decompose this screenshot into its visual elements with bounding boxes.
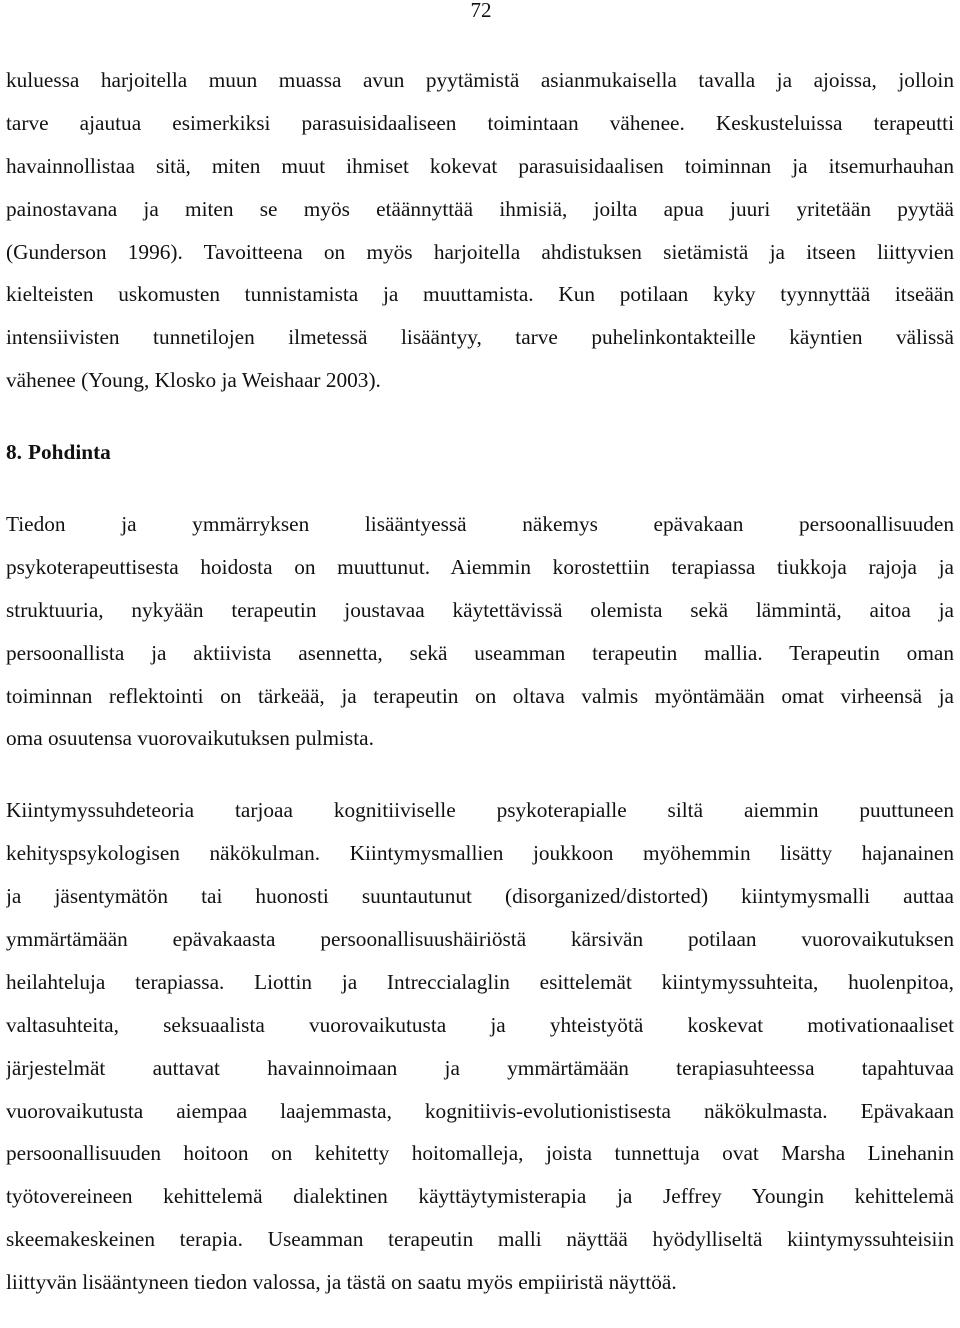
document-body <box>6 59 954 1304</box>
paragraph-1 <box>6 59 954 402</box>
text-line: struktuuria, nykyään terapeutin joustavaa käytettävissä olemista sekä lämmintä, aitoa ja <box>6 597 954 622</box>
section-heading <box>6 431 954 474</box>
text-line: painostavana ja miten se myös etäännyttää ihmisiä, joilta apua juuri yritetään pyytää <box>6 196 954 221</box>
text-line: ja jäsentymätön tai huonosti suuntautunut (disorganized/distorted) kiintymysmalli auttaa <box>6 884 954 909</box>
text-line: kuluessa harjoitella muun muassa avun pyytämistä asianmukaisella tavalla ja ajoissa, jolloin <box>6 68 954 92</box>
text-line: ymmärtämään epävakaasta persoonallisuushäiriöstä kärsivän potilaan vuorovaikutuksen <box>6 927 954 952</box>
text-line: valtasuhteita, seksuaalista vuorovaikutusta ja yhteistyötä koskevat motivationaaliset <box>6 1012 954 1037</box>
text-line: skeemakeskeinen terapia. Useamman terapeutin malli näyttää hyödylliseltä kiintymyssuhteisiin <box>6 1227 954 1252</box>
text-line: liittyvän lisääntyneen tiedon valossa, ja tästä on saatu myös empiiristä näyttöä. <box>6 1270 677 1295</box>
text-line: toiminnan reflektointi on tärkeää, ja terapeutin on oltava valmis myöntämään omat virheensä ja <box>6 683 954 708</box>
text-line: intensiivisten tunnetilojen ilmetessä lisääntyy, tarve puhelinkontakteille käyntien välissä <box>6 325 954 350</box>
text-line: (Gunderson 1996). Tavoitteena on myös harjoitella ahdistuksen sietämistä ja itseen liittyvien <box>6 239 954 264</box>
paragraph-3 <box>6 789 954 1304</box>
page-number: 72 <box>470 0 492 22</box>
text-line: tarve ajautua esimerkiksi parasuisidaaliseen toimintaan vähenee. Keskusteluissa terapeutti <box>6 110 954 135</box>
text-line: oma osuutensa vuorovaikutuksen pulmista. <box>6 726 374 751</box>
text-line: vähenee (Young, Klosko ja Weishaar 2003). <box>6 368 381 393</box>
text-line: heilahteluja terapiassa. Liottin ja Intreccialaglin esittelemät kiintymyssuhteita, huolenpitoa, <box>6 969 954 994</box>
text-line: Kiintymyssuhdeteoria tarjoaa kognitiiviselle psykoterapialle siltä aiemmin puuttuneen <box>6 798 954 823</box>
text-line: psykoterapeuttisesta hoidosta on muuttunut. Aiemmin korostettiin terapiassa tiukkoja rajoja ja <box>6 554 954 579</box>
text-line: työtovereineen kehittelemä dialektinen käyttäytymisterapia ja Jeffrey Youngin kehittelemä <box>6 1184 954 1209</box>
text-line: vuorovaikutusta aiempaa laajemmasta, kognitiivis-evolutionistisesta näkökulmasta. Epävakaan <box>6 1098 954 1123</box>
text-line: havainnollistaa sitä, miten muut ihmiset kokevat parasuisidaalisen toiminnan ja itsemurhauhan <box>6 153 954 178</box>
section-number: 8. <box>6 440 22 465</box>
section-title: Pohdinta <box>27 440 111 465</box>
text-line: persoonallista ja aktiivista asennetta, sekä useamman terapeutin mallia. Terapeutin oman <box>6 640 954 665</box>
text-line: kielteisten uskomusten tunnistamista ja muuttamista. Kun potilaan kyky tyynnyttää itseään <box>6 282 954 307</box>
paragraph-2 <box>6 503 954 760</box>
text-line: järjestelmät auttavat havainnoimaan ja ymmärtämään terapiasuhteessa tapahtuvaa <box>6 1055 954 1080</box>
text-line: Tiedon ja ymmärryksen lisääntyessä näkemys epävakaan persoonallisuuden <box>6 512 954 537</box>
text-line: kehityspsykologisen näkökulman. Kiintymysmallien joukkoon myöhemmin lisätty hajanainen <box>6 841 954 866</box>
text-line: persoonallisuuden hoitoon on kehitetty hoitomalleja, joista tunnettuja ovat Marsha Linehanin <box>6 1141 954 1166</box>
